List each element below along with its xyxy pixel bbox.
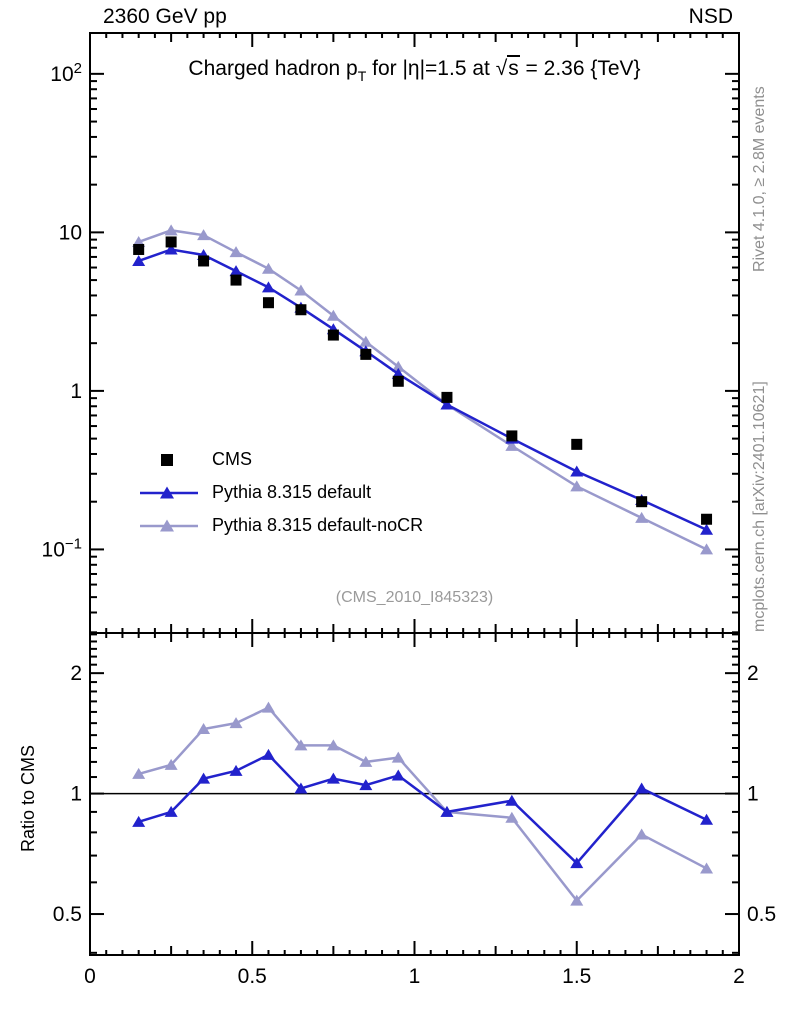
plot-title [90,57,739,84]
series-markers [132,702,713,906]
svg-text:0.5: 0.5 [747,903,777,927]
square-marker [360,349,371,360]
legend-item-pythia-default [138,476,423,509]
event-class-label: NSD [688,5,733,28]
svg-text:10: 10 [58,221,82,245]
triangle-marker [635,829,648,840]
triangle-marker [635,782,648,793]
triangle-marker [635,512,648,523]
ratio-series [132,702,713,906]
svg-text:1: 1 [408,965,421,988]
svg-text:0.5: 0.5 [237,965,267,988]
title-subscript: T [357,68,367,84]
svg-text:10−1: $10^{-1}$ [41,535,82,562]
square-marker [701,514,712,525]
triangle-marker [700,524,713,535]
square-marker [441,392,452,403]
rivet-version-note: Rivet 4.1.0, ≥ 2.8M events [751,86,768,272]
analysis-id-watermark: (CMS_2010_I845323) [335,589,494,606]
square-marker [636,496,647,507]
title-pre: Charged hadron p [188,57,358,80]
triangle-marker [262,702,275,713]
triangle-marker [700,862,713,873]
series-line [139,708,707,901]
legend-item-pythia-nocr [138,509,423,542]
square-marker [166,236,177,247]
series-line [139,755,707,863]
title-post: = 2.36 {TeV} [519,57,641,80]
square-marker [231,275,242,286]
beam-energy-label: 2360 GeV pp [103,5,227,28]
triangle-marker [262,749,275,760]
square-marker [263,297,274,308]
svg-text:1.5: 1.5 [562,965,592,988]
triangle-marker [230,246,243,257]
triangle-marker [570,480,583,491]
square-marker [506,430,517,441]
triangle-marker [327,773,340,784]
pythia-default-triangle-marker-icon [138,482,200,504]
square-marker [295,304,306,315]
square-marker [198,255,209,266]
triangle-marker [230,717,243,728]
triangle-marker [230,765,243,776]
triangle-marker [700,543,713,554]
sqrt-argument: s [508,57,519,80]
square-marker [328,330,339,341]
cms-square-marker-icon [138,449,200,471]
svg-text:1: 1 [70,379,82,403]
svg-text:1: 1 [747,782,759,806]
legend-label: CMS [212,449,252,469]
ratio-axis-label: Ratio to CMS [18,744,38,852]
triangle-marker [230,265,243,276]
svg-text:2: 2 [747,662,759,686]
svg-text:0: 0 [84,965,96,988]
triangle-marker [392,769,405,780]
triangle-marker [505,795,518,806]
sqrt-symbol: √ [495,57,508,80]
svg-text:2: 2 [70,662,82,686]
triangle-marker [700,814,713,825]
legend-item-cms [138,443,423,476]
triangle-marker [570,466,583,477]
svg-text:102: $10^2$ [50,59,82,86]
triangle-marker [262,263,275,274]
legend-label: Pythia 8.315 default [212,482,372,502]
legend [138,443,423,542]
svg-text:0.5: 0.5 [52,903,82,927]
svg-text:1: 1 [70,782,82,806]
main-panel-frame [90,33,739,633]
legend-label: Pythia 8.315 default-noCR [212,515,424,535]
square-marker [393,376,404,387]
square-marker [133,244,144,255]
square-marker [571,439,582,450]
triangle-marker [262,281,275,292]
svg-text:2: 2 [733,965,745,988]
mcplots-arxiv-note: mcplots.cern.ch [arXiv:2401.10621] [751,381,768,632]
pythia-nocr-triangle-marker-icon [138,515,200,537]
title-mid: for |η|=1.5 at [366,57,496,80]
